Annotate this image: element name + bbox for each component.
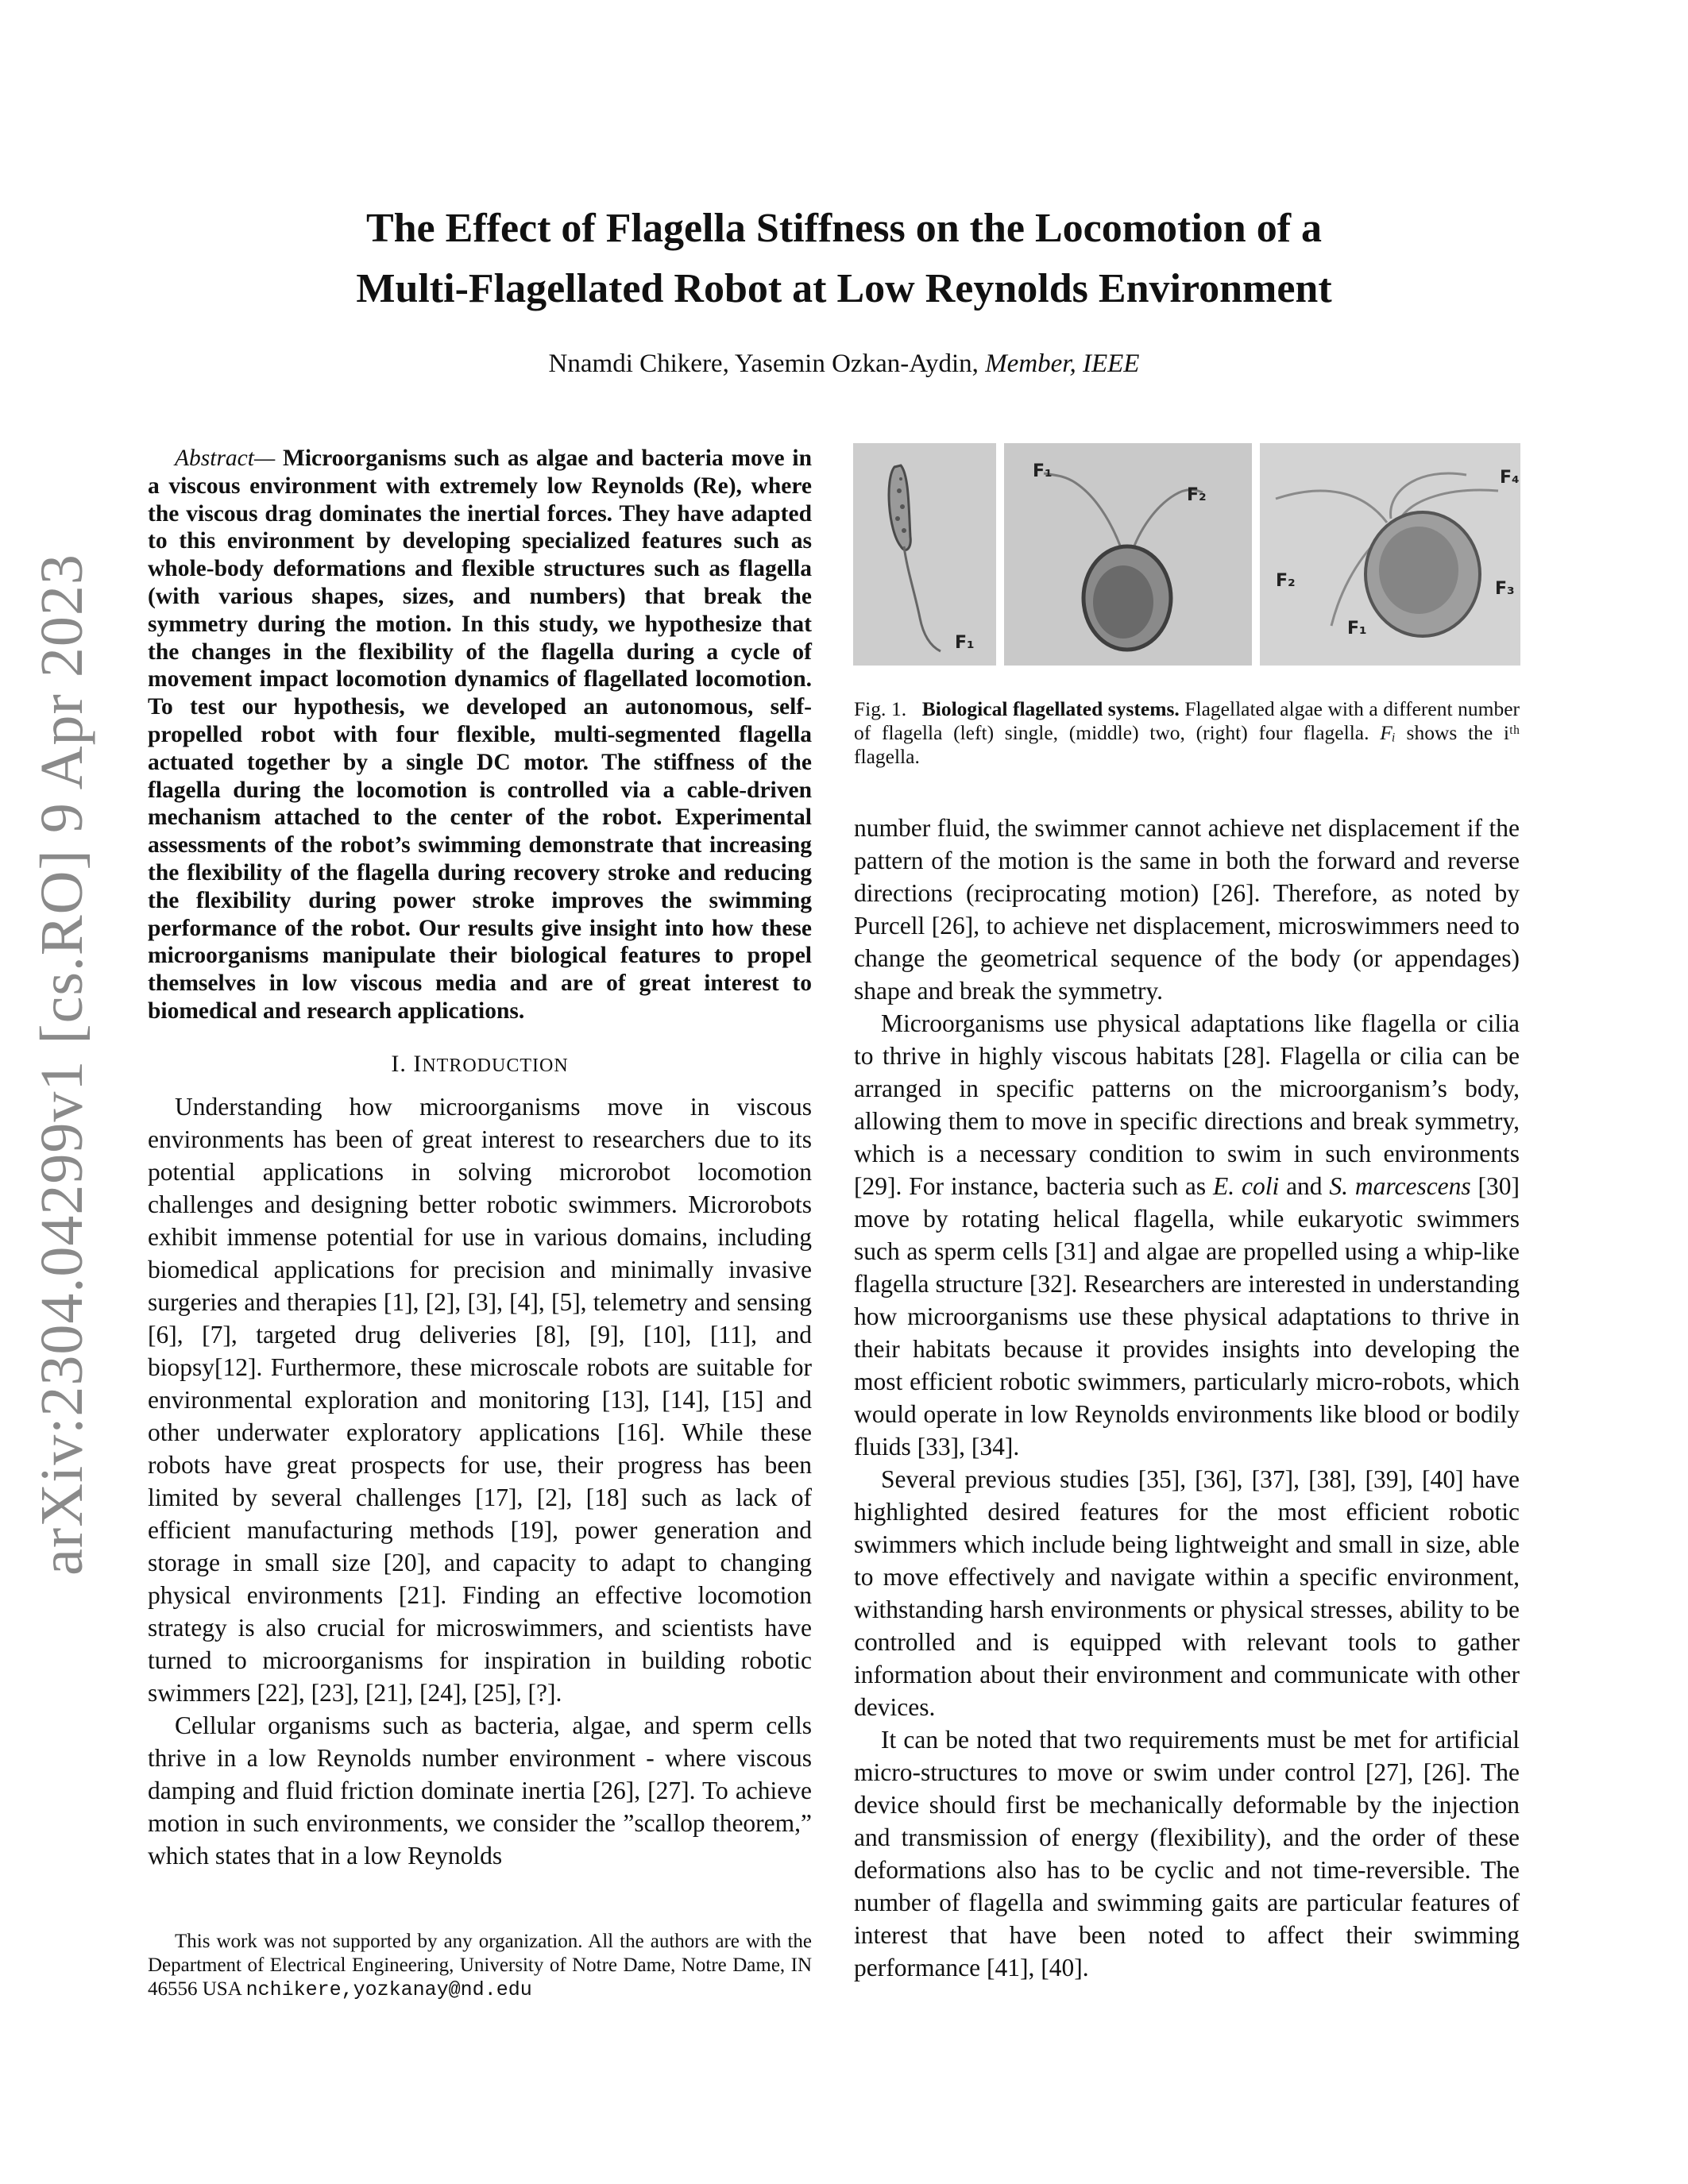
paper-title [0,199,1688,319]
intro-paragraph-5: It can be noted that two requirements must be met for artificial micro-structures to move or swim under control [27], [26]. The device should first be mechanically deformable by the injection and transmission of energy (flexibility), and the order of these deformations also has to be cyclic and not time-reversible. The number of flagella and swimming gaits are particular features of interest that have been noted to affect their swimming performance [41], [40]. [854,1726,1520,1981]
caption-label: Fig. 1. [854,697,907,720]
figure-1-caption [854,697,1520,769]
author-names: Nnamdi Chikere, Yasemin Ozkan-Aydin, [548,349,979,378]
section-number: I. [391,1050,407,1077]
footnote-email: nchikere,yozkanay@nd.edu [245,1978,532,2001]
section-title-rest: NTRODUCTION [422,1055,569,1076]
caption-fi-symbol: Fᵢ [1380,721,1396,744]
label-f2-middle: F₂ [1187,485,1207,505]
label-f1-left: F₁ [955,633,975,653]
quadriflagellate-image [1260,443,1520,666]
label-f2-right: F₂ [1276,571,1296,591]
caption-shows: shows the iᵗʰ flagella. [854,721,1520,768]
figure-panel-four-flagella [1260,443,1520,666]
p3-smarcescens: S. marcescens [1329,1172,1471,1200]
caption-text: Flagellated algae with a different number of flagella (left) single, (middle) two, (right) four flagella. [854,697,1520,744]
intro-paragraph-3 [854,1007,1520,1463]
p3-and: and [1286,1172,1323,1200]
caption-title: Biological flagellated systems. [921,697,1180,720]
abstract-label: Abstract [175,446,254,471]
author-line [0,349,1688,379]
arxiv-identifier: arXiv:2304.04299v1 [cs.RO] 9 Apr 2023 [28,553,95,1576]
p3-text-a: Microorganisms use physical adaptations like flagella or cilia to thrive in highly viscous habitats [28]. Flagella or cilia can be arranged in specific patterns on the microorganism’s body, allowing them to move in specific directions and break symmetry, which is a necessary condition to swim in such environments [29]. For instance, bacteria such as [854,1009,1520,1200]
label-f4-right: F₄ [1500,468,1520,488]
single-flagellate-image [853,443,996,666]
abstract: Abstract— Microorganisms such as algae and bacteria move in a viscous environment with extremely low Reynolds (Re), where the viscous drag dominates the inertial forces. They have adapted to this environment by developing specialized features such as whole-body deformations and flexible structures such as flagella (with various shapes, sizes, and numbers) that break the symmetry during the motion. In this study, we hypothesize that the changes in the flexibility of the flagella during a cycle of movement impact locomotion dynamics of flagellated locomotion. To test our hypothesis, we developed an autonomous, self-propelled robot with four flexible, multi-segmented flagella actuated together by a single DC motor. The stiffness of the flagella during the locomotion is controlled via a cable-driven mechanism attached to the center of the robot. Experimental assessments of the robot’s swimming demonstrate that increasing the flexibility of the flagella during recovery stroke and reducing the flexibility during power stroke improves the swimming performance of the robot. Our results give insight into how these microorganisms manipulate their biological features to propel themselves in low viscous media and are of great interest to biomedical and research applications. [148,446,813,1024]
arxiv-watermark [22,553,102,1576]
footnote [148,1930,812,2002]
intro-paragraph-1: Understanding how microorganisms move in viscous environments has been of great interest to researchers due to its potential applications in solving microrobot locomotion challenges and designing better robotic swimmers. Microrobots exhibit immense potential for use in various domains, including biomedical applications for precision and minimally invasive surgeries and therapies [1], [2], [3], [4], [5], telemetry and sensing [6], [7], targeted drug deliveries [8], [9], [10], [11], and biopsy[12]. Furthermore, these microscale robots are suitable for environmental exploration and monitoring [13], [14], [15] and other underwater exploratory applications [16]. While these robots have great prospects for use, their progress has been limited by several challenges [17], [2], [18] such as lack of efficient manufacturing methods [19], power generation and storage in small size [20], and capacity to adapt to changing physical environments [21]. Finding an effective locomotion strategy is also crucial for microswimmers, and scientists have turned to microorganisms for inspiration in building robotic swimmers [22], [23], [21], [24], [25], [?]. [148,1092,812,1707]
left-column [148,445,812,1872]
figure-panel-two-flagella [1004,443,1252,666]
right-column [854,812,1520,1984]
figure-1 [853,443,1520,666]
label-f3-right: F₃ [1495,579,1515,599]
p3-ecoli: E. coli [1212,1172,1280,1200]
label-f1-right: F₁ [1347,619,1367,639]
intro-paragraph-2: Cellular organisms such as bacteria, algae, and sperm cells thrive in a low Reynolds number environment - where viscous damping and fluid friction dominate inertia [26], [27]. To achieve motion in such environments, we consider the ”scallop theorem,” which states that in a low Reynolds [148,1711,812,1870]
p3-text-b: [30] move by rotating helical flagella, while eukaryotic swimmers such as sperm cells [31] and algae are propelled using a whip-like flagella structure [32]. Researchers are interested in understanding how microorganisms use these physical adaptations to thrive in their habitats because it provides insights into developing the most efficient robotic swimmers, particularly micro-robots, which would operate in low Reynolds environments like blood or bodily fluids [33], [34]. [854,1172,1520,1461]
intro-paragraph-2-continued: number fluid, the swimmer cannot achieve net displacement if the pattern of the motion is the same in both the forward and reverse directions (reciprocating motion) [26]. Therefore, as noted by Purcell [26], to achieve net displacement, microswimmers need to change the geometrical sequence of the body (or appendages) shape and break the symmetry. [854,814,1520,1005]
figure-panel-single-flagellum [853,443,996,666]
footnote-text: This work was not supported by any organization. All the authors are with the Department of Electrical Engineering, University of Notre Dame, Notre Dame, IN 46556 USA [148,1931,812,2000]
label-f1-middle: F₁ [1033,461,1053,481]
title-line-2: Multi-Flagellated Robot at Low Reynolds Environment [356,266,1332,311]
title-line-1: The Effect of Flagella Stiffness on the Locomotion of a [365,206,1323,251]
abstract-text: Microorganisms such as algae and bacteria move in a viscous environment with extremely low Reynolds (Re), where the viscous drag dominates the inertial forces. They have adapted to this environment by developing specialized features such as whole-body deformations and flexible structures such as flagella (with various shapes, sizes, and numbers) that break the symmetry during the motion. In this study, we hypothesize that the changes in the flexibility of the flagella during a cycle of movement impact locomotion dynamics of flagellated locomotion. To test our hypothesis, we developed an autonomous, self-propelled robot with four flexible, multi-segmented flagella actuated together by a single DC motor. The stiffness of the flagella during the locomotion is controlled via a cable-driven mechanism attached to the center of the robot. Experimental assessments of the robot’s swimming demonstrate that increasing the flexibility of the flagella during recovery stroke and reducing the flexibility during power stroke improves the swimming performance of the robot. Our results give insight into how these microorganisms manipulate their biological features to propel themselves in low viscous media and are of great interest to biomedical and research applications. [148,446,813,1024]
intro-paragraph-4: Several previous studies [35], [36], [37], [38], [39], [40] have highlighted desired features for the most efficient robotic swimmers which include being lightweight and small in size, able to move effectively and navigate within a specific environment, withstanding harsh environments or physical stresses, ability to be controlled and is equipped with relevant tools to gather information about their environment and communicate with other devices. [854,1465,1520,1721]
section-title-initial: I [413,1050,423,1077]
biflagellate-image [1004,443,1252,666]
author-membership: Member, IEEE [985,349,1140,378]
section-heading-introduction [148,1048,812,1082]
